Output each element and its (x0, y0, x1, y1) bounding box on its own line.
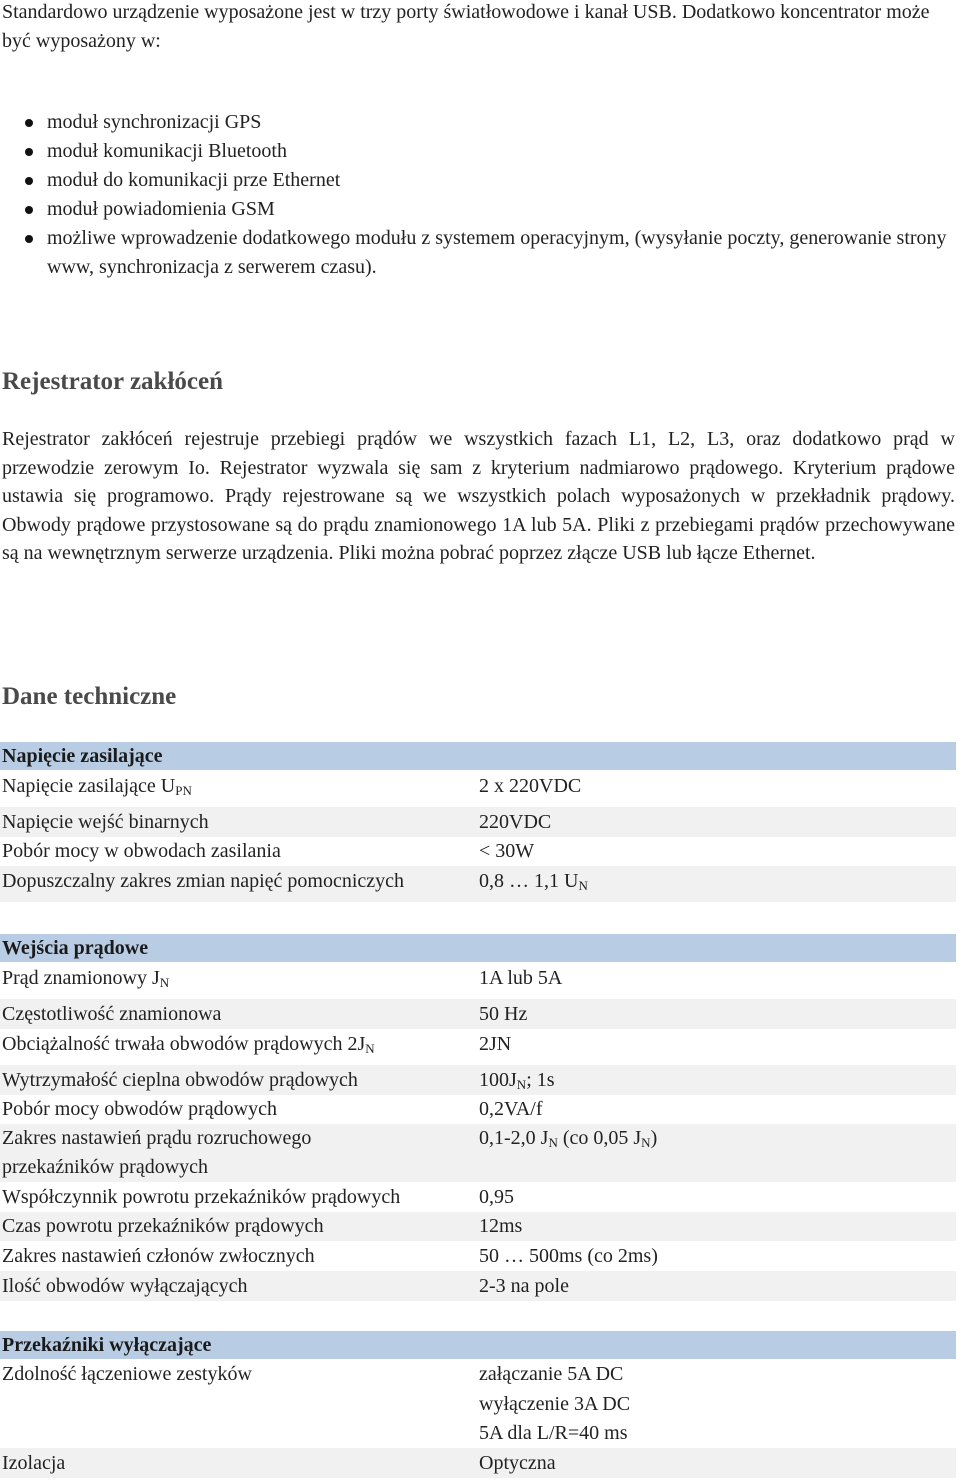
row-value: 2 x 220VDC (479, 775, 582, 797)
row-value: 100J (479, 1069, 517, 1091)
table-row (0, 770, 956, 807)
row-label: Wytrzymałość cieplna obwodów prądowych (2, 1069, 358, 1091)
section-title: Przekaźniki wyłączające (0, 1331, 956, 1359)
row-value: 0,1-2,0 J (479, 1127, 549, 1149)
table-row (0, 1065, 956, 1095)
list-item: moduł synchronizacji GPS (0, 108, 950, 137)
table-row (0, 1182, 956, 1212)
rejestrator-paragraph: Rejestrator zakłóceń rejestruje przebiegi prądów we wszystkich fazach L1, L2, L3, oraz dodatkowo prąd w przewodzie zerowym Io. Rejestrator wyzwala się sam z kryterium nadmiarowo prądowego. Kryterium prądowe ustawia się programowo. Prądy rejestrowane są we wszystkich polach wyposażonych w przekładnik prądowy. Obwody prądowe przystosowane są do prądu znamionowego 1A lub 5A. Pliki z przebiegami prądów przechowywane są na wewnętrznym serwerze urządzenia. Pliki można pobrać poprzez złącze USB lub łącze Ethernet. (2, 428, 955, 565)
spec-section-zasilanie (0, 742, 956, 902)
row-value: 1A lub 5A (479, 967, 563, 989)
row-value-rest: ) (650, 1127, 658, 1149)
row-value: 220VDC (479, 811, 552, 833)
row-value: 12ms (479, 1215, 523, 1237)
table-row (0, 837, 956, 866)
row-value-sub: N (548, 1135, 558, 1150)
row-label: Prąd znamionowy J (2, 967, 160, 989)
section-title: Wejścia prądowe (0, 934, 956, 962)
list-item: moduł powiadomienia GSM (0, 195, 950, 224)
table-row (0, 1095, 956, 1124)
row-label: Dopuszczalny zakres zmian napięć pomocniczych (2, 870, 405, 892)
spec-section-wejscia (0, 934, 956, 1301)
row-label: Obciążalność trwała obwodów prądowych 2J (2, 1033, 366, 1055)
row-value: < 30W (479, 840, 535, 862)
table-row (0, 962, 956, 999)
row-value-line: wyłączenie 3A DC (479, 1392, 631, 1415)
row-label: Napięcie zasilające U (2, 775, 176, 797)
row-value: 0,2VA/f (479, 1098, 543, 1120)
row-label: Izolacja (2, 1452, 66, 1474)
row-value: 50 … 500ms (co 2ms) (479, 1245, 658, 1267)
row-label: Częstotliwość znamionowa (2, 1003, 222, 1025)
intro-paragraph: Standardowo urządzenie wyposażone jest w trzy porty światłowodowe i kanał USB. Dodatkowo koncentrator może być wyposażony w: (2, 1, 930, 52)
list-item: moduł do komunikacji prze Ethernet (0, 166, 950, 195)
rejestrator-heading: Rejestrator zakłóceń (2, 368, 223, 395)
table-row (0, 1124, 956, 1182)
row-value-sub: N (641, 1135, 651, 1150)
row-value: 0,8 … 1,1 U (479, 870, 579, 892)
row-label: Pobór mocy w obwodach zasilania (2, 840, 281, 862)
section-title: Napięcie zasilające (0, 742, 956, 770)
spec-section-przekazniki (0, 1331, 956, 1478)
row-label: Współczynnik powrotu przekaźników prądowych (2, 1186, 401, 1208)
row-value-rest: ; 1s (526, 1069, 555, 1091)
row-label-sub: PN (175, 783, 192, 798)
row-value-line: załączanie 5A DC (479, 1363, 624, 1385)
row-value: 0,95 (479, 1186, 514, 1208)
list-item: możliwe wprowadzenie dodatkowego modułu z systemem operacyjnym, (wysyłanie poczty, generowanie strony www, synchronizacja z serwerem czasu). (0, 224, 950, 282)
row-label: Zakres nastawień prądu rozruchowego przekaźników prądowych (2, 1127, 312, 1178)
list-item: moduł komunikacji Bluetooth (0, 137, 950, 166)
table-row (0, 1029, 956, 1065)
table-row (0, 1271, 956, 1301)
table-row (0, 866, 956, 902)
row-label: Czas powrotu przekaźników prądowych (2, 1215, 324, 1237)
row-label: Napięcie wejść binarnych (2, 811, 209, 833)
row-value: 2-3 na pole (479, 1275, 569, 1297)
table-row (0, 1359, 956, 1448)
dane-heading: Dane techniczne (2, 683, 177, 710)
table-row (0, 1212, 956, 1241)
row-label: Zdolność łączeniowe zestyków (2, 1363, 252, 1385)
row-value-sub: N (578, 878, 588, 893)
table-row (0, 999, 956, 1029)
row-label: Ilość obwodów wyłączających (2, 1275, 248, 1297)
row-value: 50 Hz (479, 1003, 528, 1025)
row-label: Pobór mocy obwodów prądowych (2, 1098, 277, 1120)
row-label-sub: N (365, 1041, 375, 1056)
row-value-sub: N (516, 1077, 527, 1092)
row-label: Zakres nastawień członów zwłocznych (2, 1245, 315, 1267)
row-value-rest: (co 0,05 J (557, 1127, 642, 1149)
row-value-line: 5A dla L/R=40 ms (479, 1422, 628, 1444)
table-row (0, 1241, 956, 1271)
module-list (0, 108, 950, 282)
row-value: 2JN (479, 1033, 512, 1055)
row-value: Optyczna (479, 1452, 556, 1474)
row-label-sub: N (159, 975, 170, 990)
table-row (0, 1448, 956, 1478)
table-row (0, 807, 956, 837)
